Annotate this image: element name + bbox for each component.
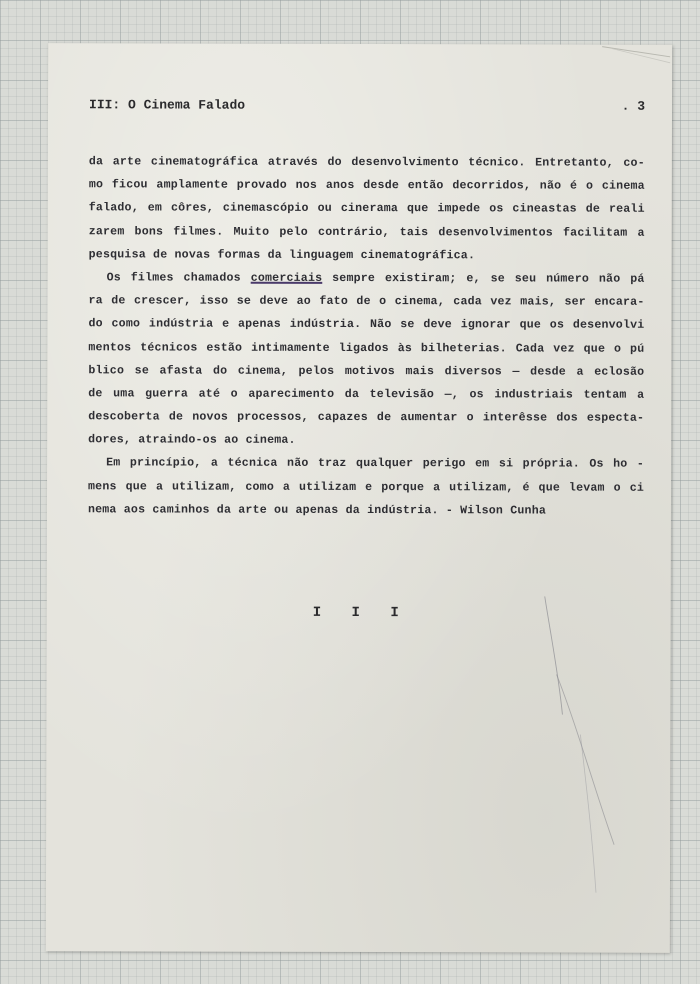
- typewritten-page: [46, 43, 672, 953]
- page-number: . 3: [621, 98, 646, 114]
- separator-mark: I: [351, 604, 360, 622]
- page-header: [89, 97, 646, 114]
- text-line: nema aos caminhos da arte ou apenas da indústria. - Wilson Cunha: [87, 503, 547, 518]
- separator-mark: I: [312, 604, 322, 621]
- paragraph-1: [89, 150, 645, 267]
- text-line: do como indústria e apenas indústria. Não se deve ignorar que os desenvolvi: [88, 317, 645, 333]
- section-separator: [313, 605, 421, 621]
- text-line: zarem bons filmes. Muito pelo contrário, tais desenvolvimentos facilitam a: [88, 224, 645, 240]
- text-line: blico se afasta do cinema, pelos motivos mais diversos — desde a eclosão: [88, 363, 645, 379]
- separator-mark: I: [390, 605, 399, 622]
- text-line: falado, em côres, cinemascópio ou cinerama que impede os cineastas de reali: [88, 201, 645, 217]
- text-line: dores, atraindo-os ao cinema.: [88, 433, 296, 448]
- text-segment: sempre existiram; e, se seu número não pá: [332, 271, 645, 286]
- text-line: ra de crescer, isso se deve ao fato de o cinema, cada vez mais, ser encara-: [88, 294, 645, 309]
- chapter-title: III: O Cinema Falado: [89, 97, 246, 113]
- underlined-word: comerciais: [250, 271, 323, 285]
- text-line: mens que a utilizam, como a utilizam e porque a utilizam, é que levam o ci: [88, 479, 645, 495]
- text-line: mo ficou amplamente provado nos anos desde então decorridos, não é o cinema: [88, 178, 645, 193]
- text-line: mentos técnicos estão intimamente ligados às bilheterias. Cada vez que o pú: [88, 340, 645, 356]
- text-segment: Os filmes chamados: [106, 271, 241, 285]
- pencil-marks: [536, 594, 617, 894]
- paragraph-2: [88, 266, 644, 453]
- text-line: Em princípio, a técnica não traz qualquer perigo em si própria. Os ho -: [106, 456, 645, 472]
- folded-corner: [592, 45, 672, 75]
- body-text: [88, 150, 645, 522]
- text-line: da arte cinematográfica através do desenvolvimento técnico. Entretanto, co-: [88, 155, 645, 170]
- text-line: descoberta de novos processos, capazes de aumentar o interêsse dos espectа-: [88, 410, 645, 425]
- paragraph-3: [88, 452, 644, 523]
- text-line: pesquisa de novas formas da linguagem cinematográfica.: [88, 248, 476, 263]
- text-line: [89, 266, 645, 291]
- text-line: de uma guerra até o aparecimento da televisão —, os industriais tentam a: [88, 387, 645, 402]
